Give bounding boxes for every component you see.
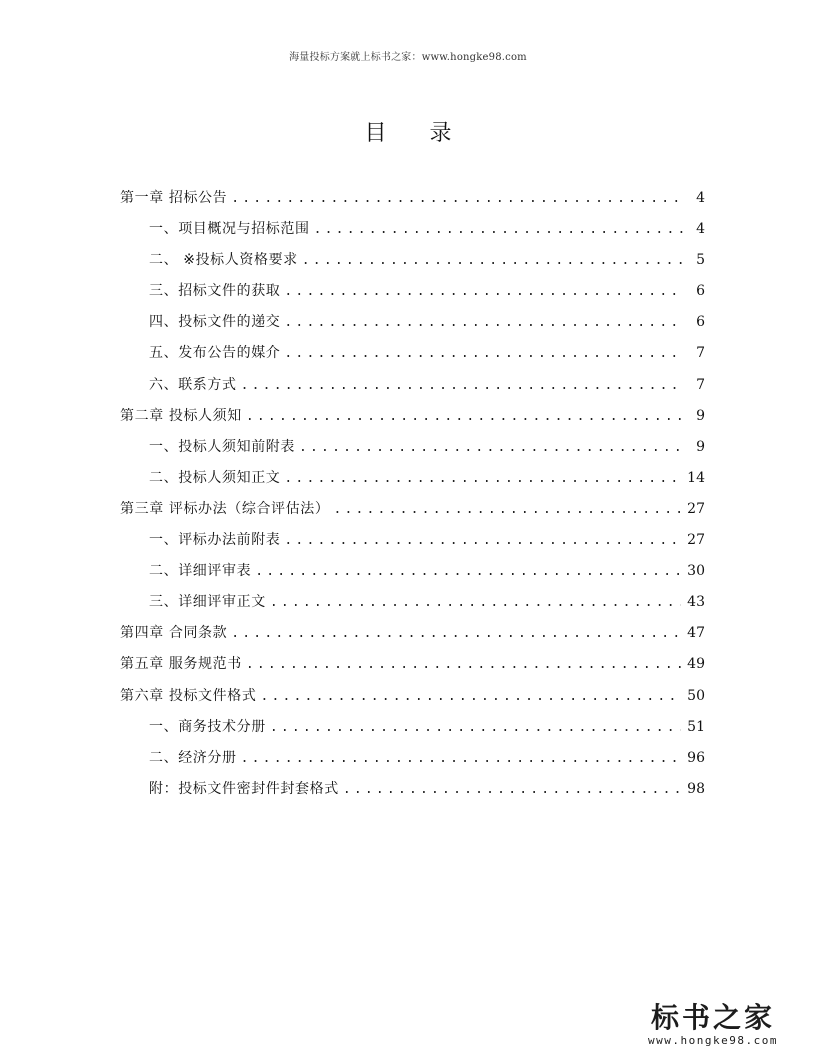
toc-entry-page: 14	[687, 469, 705, 486]
toc-leader-dots	[284, 338, 683, 369]
toc-entry-page: 6	[696, 314, 705, 331]
toc-entry[interactable]	[120, 681, 705, 712]
toc-entry[interactable]	[120, 245, 705, 276]
toc-leader-dots	[270, 587, 681, 618]
toc-entry-label: 一、商务技术分册	[149, 718, 266, 735]
toc-entry-label: 三、详细评审正文	[149, 594, 266, 611]
toc-entry-page: 51	[687, 718, 705, 735]
toc-leader-dots	[284, 307, 683, 338]
toc-entry-label: 六、联系方式	[149, 376, 237, 393]
toc-entry-page: 96	[687, 749, 705, 766]
toc-entry-page: 27	[687, 500, 705, 517]
toc-entry-page: 7	[696, 376, 705, 393]
toc-entry[interactable]	[120, 712, 705, 743]
toc-entry-label: 第四章 合同条款	[120, 625, 228, 642]
toc-entry-page: 43	[687, 594, 705, 611]
toc-entry[interactable]	[120, 743, 705, 774]
toc-entry-label: 二、经济分册	[149, 749, 237, 766]
toc-entry-page: 30	[687, 563, 705, 580]
toc-entry-page: 47	[687, 625, 705, 642]
toc-entry-page: 9	[696, 438, 705, 455]
toc-entry[interactable]	[120, 276, 705, 307]
toc-leader-dots	[260, 681, 681, 712]
toc-entry[interactable]	[120, 370, 705, 401]
toc-entry[interactable]	[120, 494, 705, 525]
watermark-url: www.hongke98.com	[648, 1034, 778, 1047]
toc-leader-dots	[343, 774, 681, 805]
toc-entry-page: 4	[696, 190, 705, 206]
toc-entry-label: 一、投标人须知前附表	[149, 438, 295, 455]
toc-entry-label: 三、招标文件的获取	[149, 283, 281, 300]
toc-entry-label: 第一章 招标公告	[120, 190, 228, 206]
toc-leader-dots	[284, 525, 681, 556]
table-of-contents	[120, 183, 705, 805]
toc-leader-dots	[284, 276, 683, 307]
toc-leader-dots	[333, 494, 681, 525]
header-note: 海量投标方案就上标书之家：www.hongke98.com	[289, 52, 527, 63]
toc-entry[interactable]	[120, 618, 705, 649]
toc-entry[interactable]	[120, 338, 705, 369]
page-title: 目 录	[364, 121, 470, 146]
toc-entry-page: 98	[687, 780, 705, 797]
toc-leader-dots	[231, 618, 681, 649]
toc-leader-dots	[314, 214, 683, 245]
toc-entry-label: 附：投标文件密封件封套格式	[149, 780, 339, 797]
toc-entry-label: 第二章 投标人须知	[120, 407, 242, 424]
toc-entry-label: 二、 ※投标人资格要求	[149, 252, 298, 269]
watermark-logo-text: 标书之家	[650, 1001, 775, 1034]
toc-entry[interactable]	[120, 183, 705, 214]
toc-entry-label: 第三章 评标办法（综合评估法）	[120, 500, 330, 517]
toc-leader-dots	[270, 712, 681, 743]
toc-entry[interactable]	[120, 463, 705, 494]
toc-leader-dots	[284, 463, 681, 494]
toc-entry[interactable]	[120, 774, 705, 805]
toc-entry[interactable]	[120, 307, 705, 338]
toc-entry-label: 五、发布公告的媒介	[149, 345, 281, 362]
toc-entry-page: 50	[687, 687, 705, 704]
toc-entry[interactable]	[120, 649, 705, 680]
toc-entry[interactable]	[120, 214, 705, 245]
toc-entry-label: 四、投标文件的递交	[149, 314, 281, 331]
toc-entry[interactable]	[120, 401, 705, 432]
toc-leader-dots	[302, 245, 683, 276]
toc-leader-dots	[255, 556, 681, 587]
toc-entry[interactable]	[120, 432, 705, 463]
toc-entry-page: 6	[696, 283, 705, 300]
toc-entry-label: 第六章 投标文件格式	[120, 687, 257, 704]
toc-entry-page: 5	[696, 252, 705, 269]
toc-leader-dots	[246, 649, 681, 680]
toc-entry-label: 第五章 服务规范书	[120, 656, 242, 673]
toc-entry-page: 9	[696, 407, 705, 424]
toc-leader-dots	[299, 432, 683, 463]
toc-entry-label: 二、详细评审表	[149, 563, 252, 580]
toc-leader-dots	[241, 370, 683, 401]
toc-leader-dots	[231, 183, 683, 214]
toc-entry-page: 7	[696, 345, 705, 362]
toc-entry-page: 4	[696, 221, 705, 238]
toc-entry[interactable]	[120, 556, 705, 587]
toc-entry-page: 49	[687, 656, 705, 673]
watermark-logo	[638, 1002, 788, 1048]
toc-entry-page: 27	[687, 532, 705, 549]
toc-leader-dots	[241, 743, 682, 774]
toc-entry-label: 一、项目概况与招标范围	[149, 221, 310, 238]
toc-entry-label: 二、投标人须知正文	[149, 469, 281, 486]
toc-entry[interactable]	[120, 525, 705, 556]
toc-entry-label: 一、评标办法前附表	[149, 532, 281, 549]
toc-entry[interactable]	[120, 587, 705, 618]
toc-leader-dots	[246, 401, 683, 432]
